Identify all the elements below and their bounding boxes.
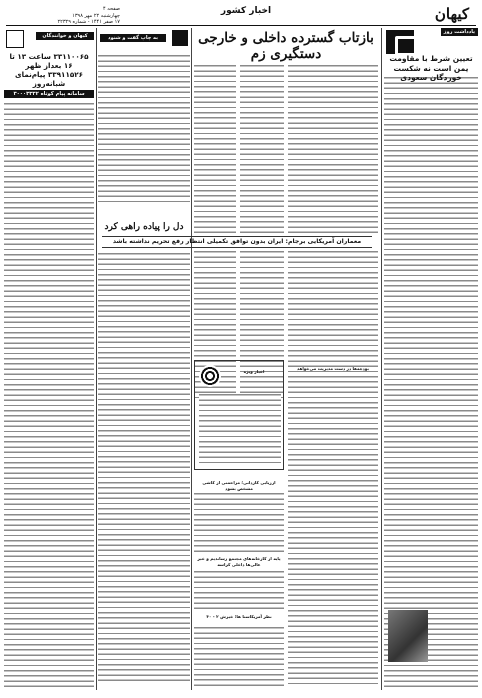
special-news-body xyxy=(199,393,281,467)
section-title: اخبار کشور xyxy=(220,6,272,16)
page-number: صفحه ۴ xyxy=(103,6,120,12)
main-story-body-left xyxy=(194,64,236,234)
box-headline-2: ارزیابی کاردانی؛ مزاحمتی از کاشی مشخص بشود xyxy=(202,480,276,491)
issue-info xyxy=(10,6,120,26)
box-headline-1: بودجه‌ها در دست مدیریت می‌خواهد xyxy=(297,366,369,371)
box-headline-4: نظر آمریکاستا ها؛ خیزش ۲ - ۳۰ xyxy=(206,614,272,619)
gofteshenud-label: به چاپ گفت و شنود xyxy=(100,34,166,42)
gofteshenud-icon xyxy=(172,30,188,46)
main-story-body-middle xyxy=(240,64,284,234)
gofteshenud-lower-body xyxy=(98,252,190,682)
newspaper-logo: کیهان xyxy=(434,5,470,23)
phone-icon xyxy=(6,30,24,48)
hotline-line-2: ۳۳۹۱۱۵۲۶ پیام‌نمای شبانه‌روز xyxy=(14,70,83,88)
page-header xyxy=(6,4,476,26)
gofteshenud-column xyxy=(98,28,190,690)
issue-date: چهارشنبه ۲۲ مهر ۱۳۹۸ xyxy=(72,12,120,19)
editorial-label: یادداشت روز xyxy=(441,28,478,36)
gofteshenud-body xyxy=(98,54,190,204)
band-story-body-right xyxy=(288,250,378,686)
editorial-column xyxy=(384,28,478,690)
hotline-line-1: ۳۳۱۱۰۰۶۵ ساعت ۱۳ تا ۱۶ بعداز ظهر xyxy=(9,52,89,70)
editorial-title: تعیین شرط با مقاومت یمن است نه شکست خوردگان سعودی xyxy=(389,54,473,82)
readers-messages-body xyxy=(4,102,94,690)
box-body-4 xyxy=(194,626,284,686)
special-news-box xyxy=(194,360,284,470)
box-body-3 xyxy=(194,570,284,610)
band-headline: معماران آمریکایی برجام: ایران بدون توافق تکمیلی انتظار رفع تحریم نداشته باشد xyxy=(102,236,372,248)
sms-badge: سامانه پیام کوتاه ۳۰۰۰۳۳۳۲ xyxy=(4,90,94,98)
box-headline-3: پایه از کارخانه‌های مجتمع رساندیم و خبر عالی‌ها داخلی کراسه xyxy=(197,556,281,567)
column-rule xyxy=(191,28,192,690)
special-news-label: اخبار ویژه xyxy=(243,369,265,374)
special-news-icon xyxy=(199,365,221,387)
column-rule xyxy=(381,28,382,690)
issue-number: ۱۷ صفر ۱۴۴۱ - شماره ۲۲۳۲۹ xyxy=(57,19,120,25)
portrait-photo xyxy=(388,610,428,662)
main-headline: بازتاب گسترده داخلی و خارجی دستگیری زم xyxy=(198,30,374,62)
readers-column xyxy=(4,28,94,690)
editorial-icon xyxy=(386,30,414,54)
box-body-2 xyxy=(194,492,284,552)
editorial-body xyxy=(384,76,478,690)
readers-label: کیهان و خوانندگان xyxy=(36,32,94,40)
main-story-body-right xyxy=(288,64,378,234)
column-rule xyxy=(96,28,97,690)
gofteshenud-title: دل را پیاده راهی کرد xyxy=(104,222,184,232)
